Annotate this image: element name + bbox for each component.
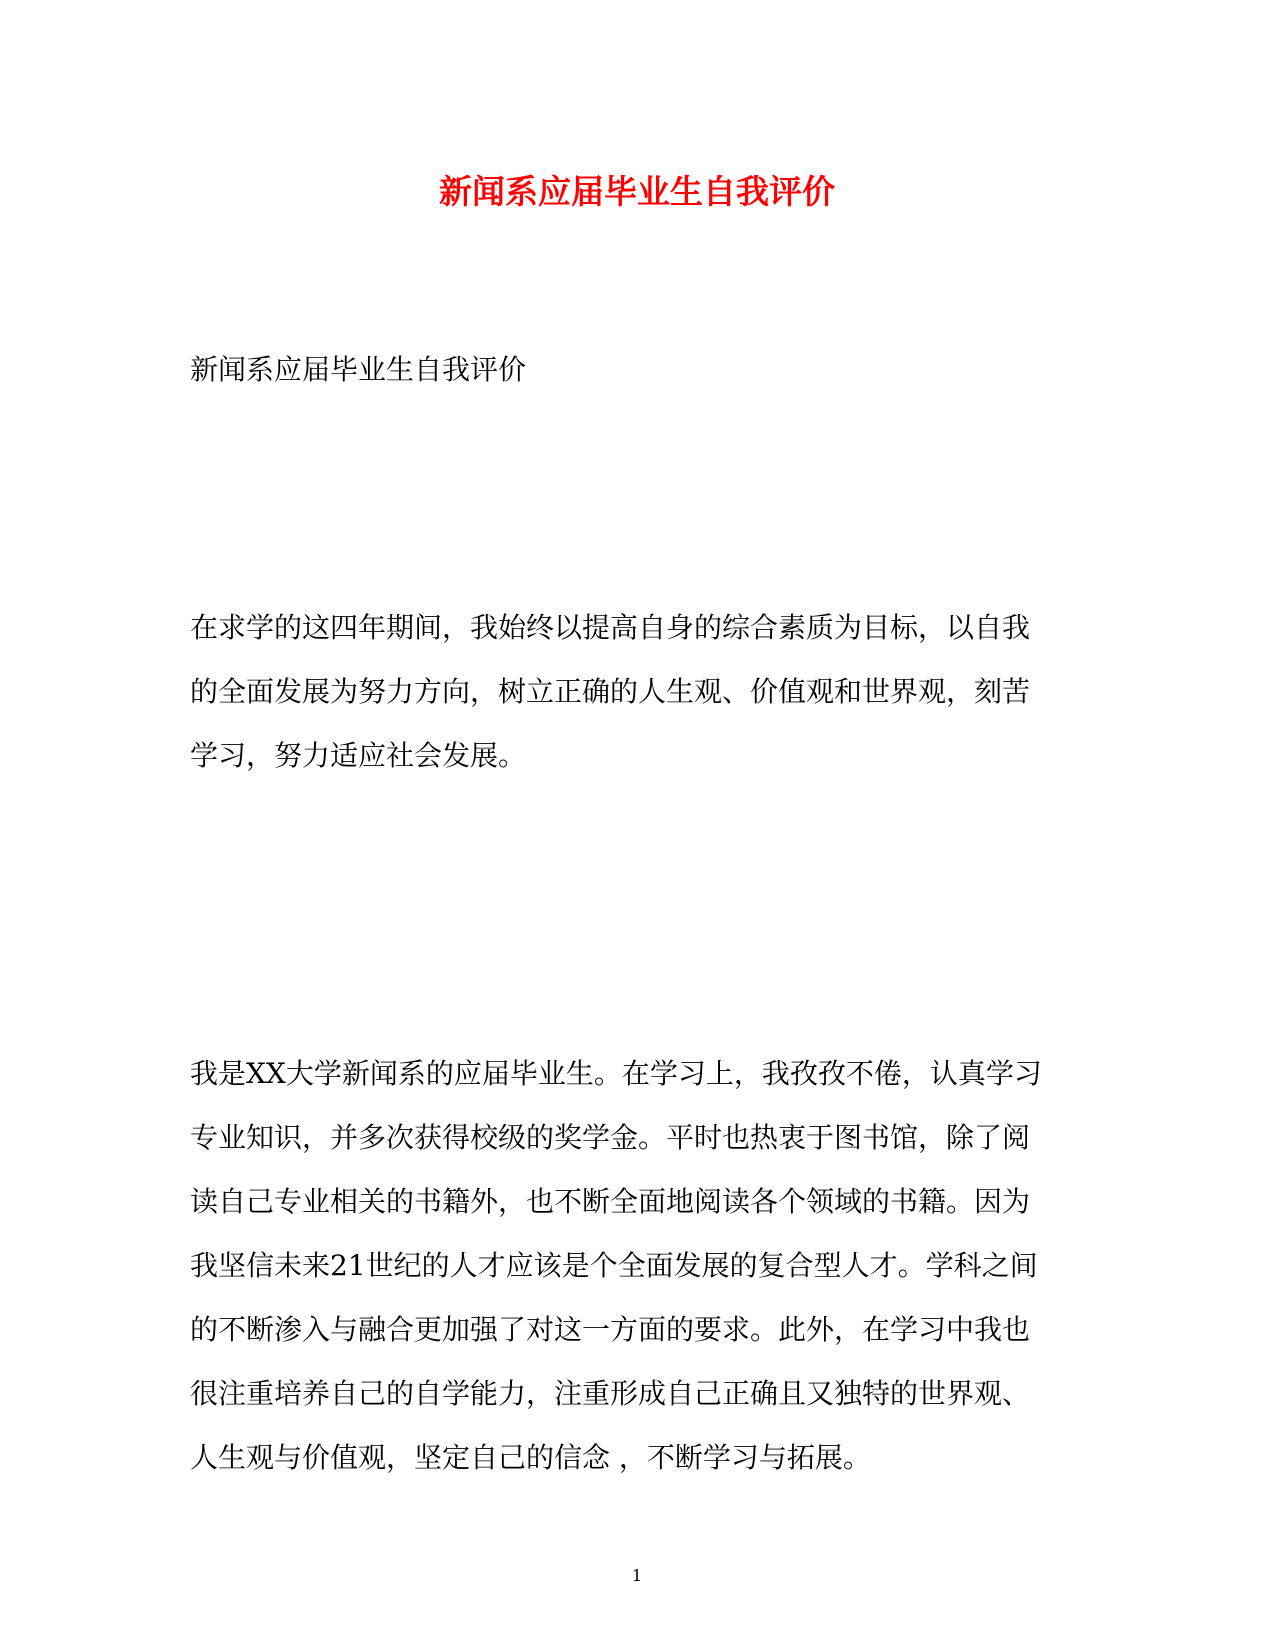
document-subtitle: 新闻系应届毕业生自我评价 (190, 353, 527, 386)
paragraph-line: 我坚信未来21世纪的人才应该是个全面发展的复合型人才。学科之间 (190, 1249, 1038, 1282)
paragraph-line: 专业知识，并多次获得校级的奖学金。平时也热衷于图书馆，除了阅 (190, 1121, 1031, 1154)
paragraph-line: 人生观与价值观，坚定自己的信念 ，不断学习与拓展。 (190, 1441, 871, 1474)
paragraph-study-period (190, 596, 1070, 788)
paragraph-line: 读自己专业相关的书籍外，也不断全面地阅读各个领域的书籍。因为 (190, 1185, 1031, 1218)
paragraph-line: 的全面发展为努力方向，树立正确的人生观、价值观和世界观，刻苦 (190, 675, 1031, 708)
paragraph-line: 的不断渗入与融合更加强了对这一方面的要求。此外，在学习中我也 (190, 1313, 1031, 1346)
page-number: 1 (631, 1566, 643, 1585)
paragraph-line: 我是XX大学新闻系的应届毕业生。在学习上，我孜孜不倦，认真学习 (190, 1057, 1042, 1090)
paragraph-line: 在求学的这四年期间，我始终以提高自身的综合素质为目标，以自我 (190, 611, 1031, 644)
paragraph-line: 很注重培养自己的自学能力，注重形成自己正确且又独特的世界观、 (190, 1377, 1031, 1410)
paragraph-self-introduction (190, 1042, 1070, 1490)
paragraph-line: 学习，努力适应社会发展。 (190, 739, 527, 772)
document-title: 新闻系应届毕业生自我评价 (439, 172, 835, 211)
